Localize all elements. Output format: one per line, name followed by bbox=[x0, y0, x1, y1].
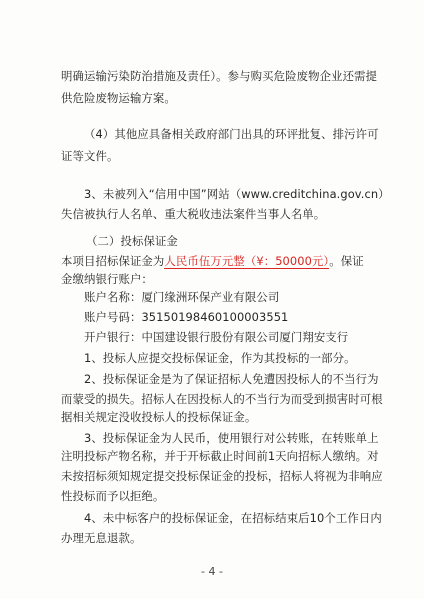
paragraph-line: 失信被执行人名单、重大税收违法案件当事人名单。 bbox=[61, 207, 326, 221]
deposit-amount-words: 人民币伍万元整 bbox=[164, 254, 245, 268]
page-number: - 4 - bbox=[201, 565, 223, 578]
account-number: 账户号码：35150198460100003551 bbox=[84, 310, 289, 324]
paragraph-line: 证等文件。 bbox=[61, 149, 119, 163]
deposit-prefix: 本项目招标保证金为 bbox=[61, 254, 165, 268]
paragraph-line: 供危险废物运输方案。 bbox=[61, 91, 176, 105]
paragraph-line: 3、未被列入“信用中国”网站（www.creditchina.gov.cn） bbox=[84, 187, 390, 201]
paragraph-line: 性投标而予以拒绝。 bbox=[61, 489, 165, 503]
section-heading bbox=[84, 234, 180, 248]
paragraph-line: 3、投标保证金为人民币，使用银行对公转账，在转账单上 bbox=[84, 431, 379, 445]
paragraph-line: 金缴纳银行账户： bbox=[61, 272, 153, 286]
paragraph-line: 据相关规定没收投标人的投标保证金。 bbox=[61, 410, 257, 424]
paragraph-line: 明确运输污染防治措施及责任）。参与购买危险废物企业还需提 bbox=[61, 69, 378, 83]
deposit-amount-line bbox=[61, 254, 364, 268]
list-item: 1、投标人应提交投标保证金，作为其投标的一部分。 bbox=[84, 351, 356, 365]
paragraph-line: 未按招标须知规定提交投标保证金的投标，招标人将视为非响应 bbox=[61, 469, 383, 483]
deposit-amount-figure: （¥：50000元） bbox=[244, 254, 330, 268]
paragraph-line: 而蒙受的损失。招标人在因投标人的不当行为而受到损害时可根 bbox=[61, 392, 383, 406]
deposit-suffix: 。保证 bbox=[329, 254, 364, 268]
paragraph-line: 2、投标保证金是为了保证招标人免遭因投标人的不当行为 bbox=[84, 372, 379, 386]
paragraph-line: 办理无息退款。 bbox=[61, 531, 142, 545]
paragraph-line: 4、未中标客户的投标保证金，在招标结束后10个工作日内 bbox=[84, 511, 382, 525]
account-name: 账户名称：厦门缘洲环保产业有限公司 bbox=[84, 290, 280, 304]
account-bank: 开户银行：中国建设银行股份有限公司厦门翔安支行 bbox=[84, 330, 349, 344]
paragraph-line: 注明投标产物名称，并于开标截止时间前1天向招标人缴纳。对 bbox=[61, 449, 379, 463]
paragraph-line: （4）其他应具备相关政府部门出具的环评批复、排污许可 bbox=[84, 127, 379, 141]
section-heading-text: （二）投标保证金 bbox=[86, 234, 178, 248]
